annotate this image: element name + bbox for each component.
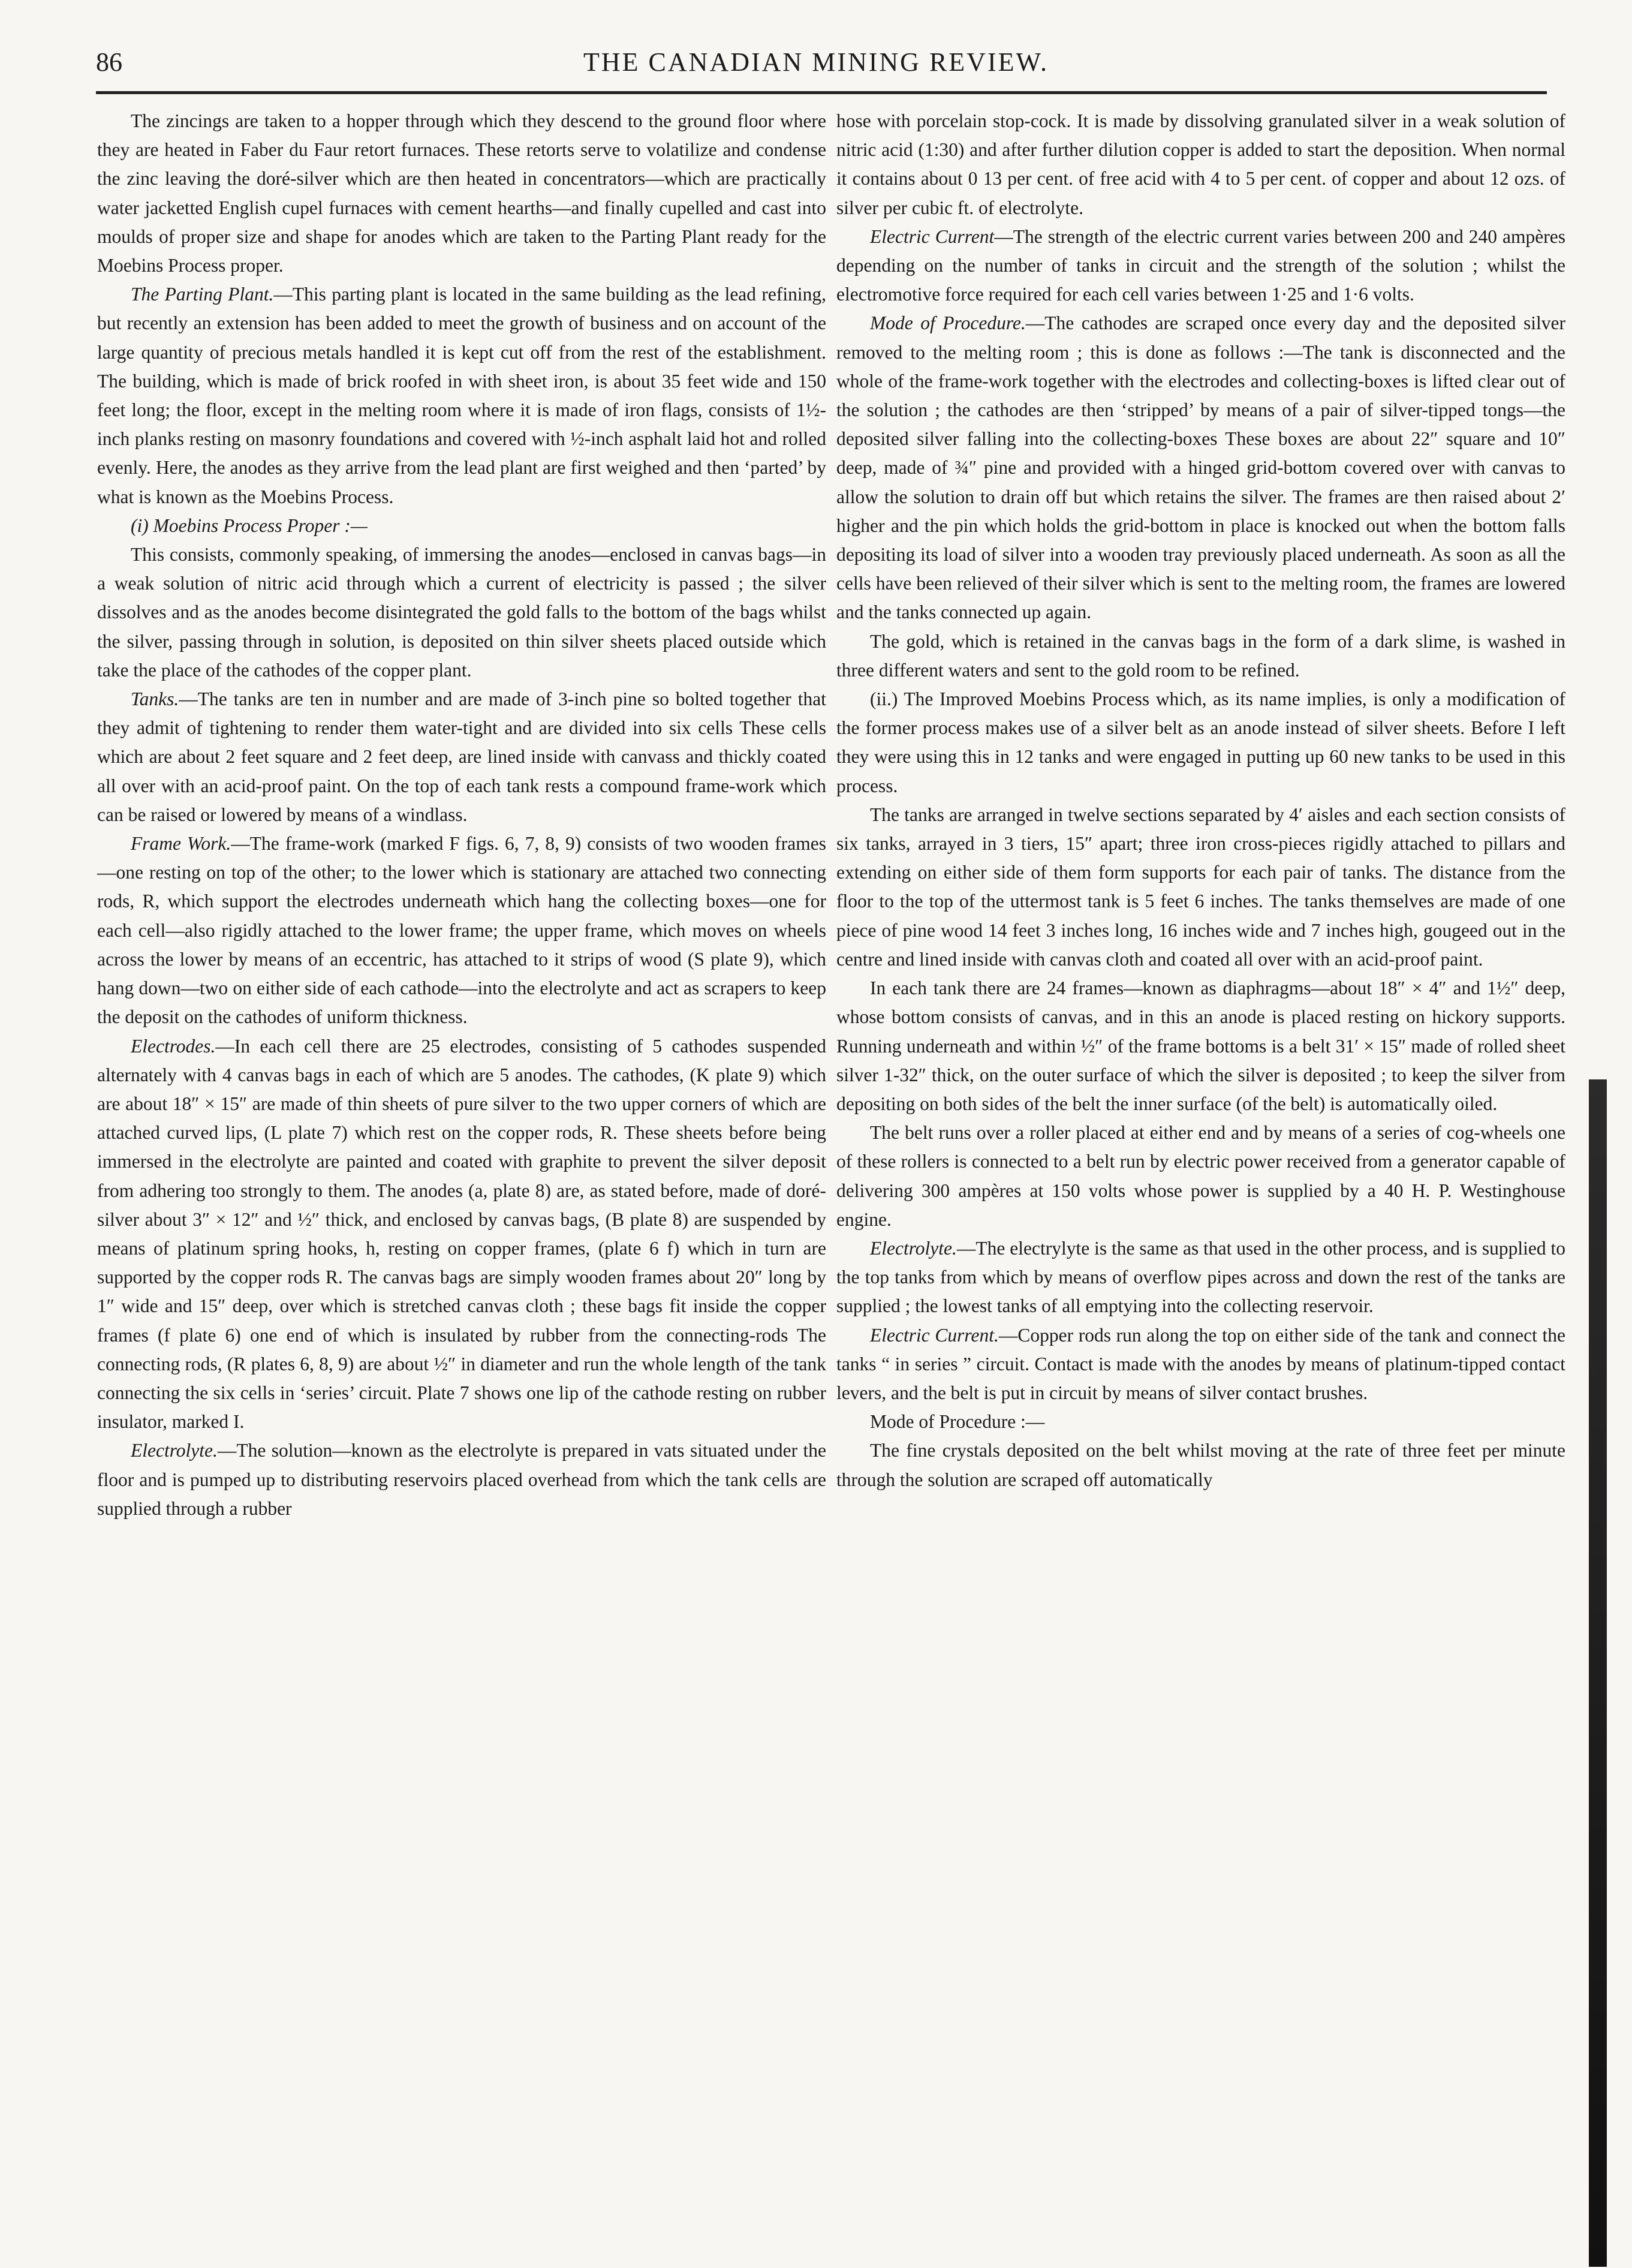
paragraph-text: —The tanks are ten in number and are made of 3-inch pine so bolted together that they admit of tightening to render them water-tight and are divided into six cells These cells which are about 2 feet square and 2 feet deep, are lined inside with canvass and thickly coated all over with an acid-proof paint. On the top of each tank rests a compound frame-work which can be raised or lowered by means of a windlass. xyxy=(97,688,826,825)
paragraph-text: The gold, which is retained in the canvas bags in the form of a dark slime, is washed in three different waters and sent to the gold room to be refined. xyxy=(836,630,1565,681)
page-edge-shadow xyxy=(1589,1079,1607,2267)
paragraph xyxy=(97,1436,826,1523)
paragraph-text: The fine crystals deposited on the belt whilst moving at the rate of three feet per minute through the solution are scraped off automatically xyxy=(836,1440,1565,1490)
paragraph xyxy=(97,107,826,280)
paragraph-text: —The solution—known as the electrolyte is prepared in vats situated under the floor and is pumped up to distributing reservoirs placed overhead from which the tank cells are supplied through a rubber xyxy=(97,1440,826,1519)
left-column xyxy=(97,107,826,1523)
paragraph-text: —The cathodes are scraped once every day and the deposited silver removed to the melting room ; this is done as follows :—The tank is disconnected and the whole of the frame-work together with the electrodes and collecting-boxes is lifted clear out of the solution ; the cathodes are then ‘stripped’ by means of a pair of silver-tipped tongs—the deposited silver falling into the collecting-boxes These boxes are about 22″ square and 10″ deep, made of ¾″ pine and provided with a hinged grid-bottom covered over with canvas to allow the solution to drain off but which retains the silver. The frames are then raised about 2′ higher and the pin which holds the grid-bottom in place is knocked out when the bottom falls depositing its load of silver into a wooden tray previously placed underneath. As soon as all the cells have been relieved of their silver which is sent to the melting room, the frames are lowered and the tanks connected up again. xyxy=(836,312,1565,623)
paragraph xyxy=(97,512,826,540)
paragraph-heading: Mode of Procedure. xyxy=(870,312,1026,334)
header-rule xyxy=(96,91,1547,94)
paragraph-heading: The Parting Plant. xyxy=(131,284,274,305)
paragraph xyxy=(97,280,826,512)
paragraph-heading: Tanks. xyxy=(131,688,179,710)
paragraph xyxy=(97,685,826,829)
paragraph xyxy=(97,540,826,685)
paragraph xyxy=(836,309,1565,627)
paragraph-text: The belt runs over a roller placed at either end and by means of a series of cog-wheels one of these rollers is connected to a belt run by electric power received from a generator capable of delivering 300 ampères at 150 volts whose power is supplied by a 40 H. P. Westinghouse engine. xyxy=(836,1122,1565,1230)
paragraph xyxy=(836,1436,1565,1494)
paragraph-text: —The strength of the electric current varies between 200 and 240 ampères depending on the number of tanks in circuit and the strength of the solution ; whilst the electromotive force required for each cell varies between 1·25 and 1·6 volts. xyxy=(836,225,1565,305)
paragraph-heading: Electrolyte. xyxy=(131,1440,218,1461)
paragraph xyxy=(836,1234,1565,1321)
paragraph xyxy=(97,829,826,1031)
paragraph xyxy=(836,627,1565,685)
paragraph-text: —This parting plant is located in the same building as the lead refining, but recently an extension has been added to meet the growth of business and on account of the large quantity of precious metals handled it is kept cut off from the rest of the establishment. The building, which is made of brick roofed in with sheet iron, is about 35 feet wide and 150 feet long; the floor, except in the melting room where it is made of iron flags, consists of 1½-inch planks resting on masonry foundations and covered with ½-inch asphalt laid hot and rolled evenly. Here, the anodes as they arrive from the lead plant are first weighed and then ‘parted’ by what is known as the Moebins Process. xyxy=(97,284,827,507)
paragraph-text: Mode of Procedure :— xyxy=(870,1411,1045,1433)
paragraph xyxy=(836,1407,1565,1436)
paragraph xyxy=(836,1118,1565,1234)
paragraph xyxy=(836,222,1565,309)
paragraph-text: In each tank there are 24 frames—known as diaphragms—about 18″ × 4″ and 1½″ deep, whose bottom consists of canvas, and in this an anode is placed resting on hickory supports. Running underneath and within ½″ of the frame bottoms is a belt 31′ × 15″ made of rolled sheet silver 1-32″ thick, on the outer surface of which the silver is deposited ; to keep the silver from depositing on both sides of the belt the inner surface (of the belt) is automatically oiled. xyxy=(836,977,1565,1114)
paragraph-heading: Electric Current. xyxy=(870,1324,999,1346)
paragraph xyxy=(836,801,1565,974)
paragraph-text: The tanks are arranged in twelve sections separated by 4′ aisles and each section consists of six tanks, arrayed in 3 tiers, 15″ apart; three iron cross-pieces rigidly attached to pillars and extending on either side of them form supports for each pair of tanks. The distance from the floor to the top of the uttermost tank is 5 feet 6 inches. The tanks themselves are made of one piece of pine wood 14 feet 3 inches long, 16 inches wide and 7 inches high, gougeed out in the centre and lined inside with canvas cloth and coated all over with an acid-proof paint. xyxy=(836,804,1565,970)
paragraph xyxy=(836,1321,1565,1408)
paragraph-text: —The electrylyte is the same as that used in the other process, and is supplied to the top tanks from which by means of overflow pipes across and down the rest of the tanks are supplied ; the lowest tanks of all emptying into the collecting reservoir. xyxy=(836,1237,1565,1317)
running-title: THE CANADIAN MINING REVIEW. xyxy=(583,47,1049,77)
paragraph-heading: Frame Work. xyxy=(131,833,231,855)
paragraph-text: —The frame-work (marked F figs. 6, 7, 8, 9) consists of two wooden frames—one resting on top of the other; to the lower which is stationary are attached two connecting rods, R, which support the electrodes underneath which hang the collecting boxes—one for each cell—also rigidly attached to the lower frame; the upper frame, which moves on wheels across the lower by means of an eccentric, has attached to it strips of wood (S plate 9), which hang down—two on either side of each cathode—into the electrolyte and act as scrapers to keep the deposit on the cathodes of uniform thickness. xyxy=(97,833,826,1028)
page-number: 86 xyxy=(96,47,122,77)
paragraph xyxy=(836,107,1565,222)
paragraph-text: —In each cell there are 25 electrodes, consisting of 5 cathodes suspended alternately with 4 canvas bags in each of which are 5 anodes. The cathodes, (K plate 9) which are about 18″ × 15″ are made of thin sheets of pure silver to the two upper corners of which are attached curved lips, (L plate 7) which rest on the copper rods, R. These sheets before being immersed in the electrolyte are painted and coated with graphite to prevent the silver deposit from adhering too strongly to them. The anodes (a, plate 8) are, as stated before, made of doré-silver about 3″ × 12″ and ½″ thick, and enclosed by canvas bags, (B plate 8) are suspended by means of platinum spring hooks, h, resting on copper frames, (plate 6 f) which in turn are supported by the copper rods R. The canvas bags are simply wooden frames about 20″ long by 1″ wide and 15″ deep, over which is stretched canvas cloth ; these bags fit inside the copper frames (f plate 6) one end of which is insulated by rubber from the connecting-rods The connecting rods, (R plates 6, 8, 9) are about ½″ in diameter and run the whole length of the tank connecting the six cells in ‘series’ circuit. Plate 7 shows one lip of the cathode resting on rubber insulator, marked I. xyxy=(97,1035,826,1433)
paragraph xyxy=(97,1032,826,1437)
paragraph xyxy=(836,685,1565,801)
paragraph-text: (ii.) The Improved Moebins Process which, as its name implies, is only a modification of the former process makes use of a silver belt as an anode instead of silver sheets. Before I left they were using this in 12 tanks and were engaged in putting up 60 new tanks to be used in this process. xyxy=(836,688,1565,796)
paragraph xyxy=(836,974,1565,1118)
paragraph-heading: (i) Moebins Process Proper :— xyxy=(131,515,368,536)
paragraph-heading: Electrodes. xyxy=(131,1035,216,1057)
paragraph-text: —Copper rods run along the top on either side of the tank and connect the tanks “ in series ” circuit. Contact is made with the anodes by means of platinum-tipped contact levers, and the belt is put in circuit by means of silver contact brushes. xyxy=(836,1324,1565,1403)
paragraph-text: hose with porcelain stop-cock. It is made by dissolving granulated silver in a weak solution of nitric acid (1:30) and after further dilution copper is added to start the deposition. When normal it contains about 0 13 per cent. of free acid with 4 to 5 per cent. of copper and about 12 ozs. of silver per cubic ft. of electrolyte. xyxy=(836,110,1565,218)
paragraph-heading: Electric Current xyxy=(870,225,995,247)
paragraph-heading: Electrolyte. xyxy=(870,1237,957,1259)
paragraph-text: The zincings are taken to a hopper through which they descend to the ground floor where they are heated in Faber du Faur retort furnaces. These retorts serve to volatilize and condense the zinc leaving the doré-silver which are then heated in concentrators—which are practically water jacketted English cupel furnaces with cement hearths—and finally cupelled and cast into moulds of proper size and shape for anodes which are taken to the Parting Plant ready for the Moebins Process proper. xyxy=(97,110,826,276)
paragraph-text: This consists, commonly speaking, of immersing the anodes—enclosed in canvas bags—in a weak solution of nitric acid through which a current of electricity is passed ; the silver dissolves and as the anodes become disintegrated the gold falls to the bottom of the bags whilst the silver, passing through in solution, is deposited on thin silver sheets placed outside which take the place of the cathodes of the copper plant. xyxy=(97,544,826,681)
right-column xyxy=(836,107,1565,1494)
